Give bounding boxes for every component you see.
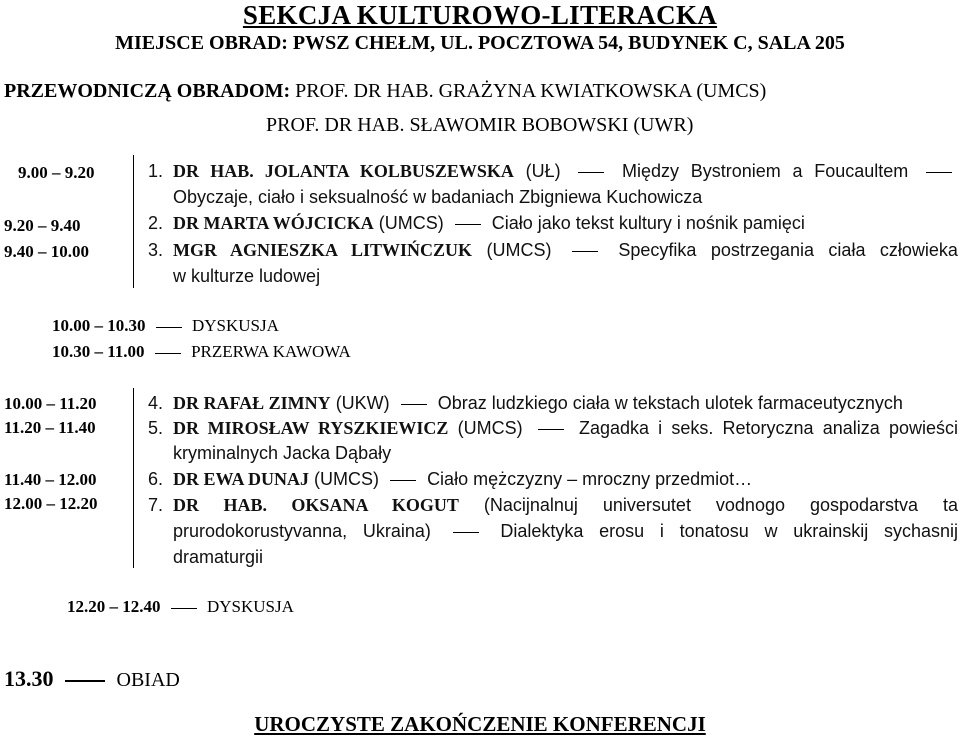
talk-affiliation: (UMCS) — [486, 240, 552, 260]
time-5: 11.20 – 11.40 — [4, 418, 96, 437]
talk-title: Ciało jako tekst kultury i nośnik pamięci — [491, 213, 805, 233]
talk-speaker: DR RAFAŁ ZIMNY — [173, 393, 331, 413]
talk-affiliation: (UMCS) — [457, 418, 523, 438]
talk-affiliation: (UKW) — [335, 393, 390, 413]
block2-divider — [133, 388, 134, 568]
talk-affiliation: (UŁ) — [525, 161, 561, 181]
talk-number: 3. — [148, 240, 164, 260]
time-1: 9.00 – 9.20 — [18, 163, 95, 182]
dash — [171, 608, 197, 609]
talk-affiliation-cont: prurodokorustyvanna, Ukraina) — [173, 521, 431, 541]
talk-affiliation: (Nacijnalnuj universutet vodnogo gospodarstva ta — [483, 495, 958, 515]
dash — [926, 172, 952, 173]
talk-number: 2. — [148, 213, 164, 233]
break-discussion — [52, 316, 279, 336]
break-time: 10.00 – 10.30 — [52, 316, 146, 335]
break-time: 10.30 – 11.00 — [52, 342, 145, 361]
lunch-label: OBIAD — [116, 669, 180, 691]
talk-number: 7. — [148, 495, 164, 515]
talk-number: 5. — [148, 418, 164, 438]
talk-title: Ciało mężczyzny – mroczny przedmiot… — [427, 469, 753, 489]
dash — [453, 532, 479, 533]
section-title: SEKCJA KULTUROWO-LITERACKA — [242, 0, 718, 30]
lunch — [4, 666, 180, 692]
talk-number: 6. — [148, 469, 164, 489]
dash — [65, 680, 105, 682]
talk-title: Specyfika postrzegania ciała człowieka — [618, 240, 958, 260]
talk-speaker: DR HAB. OKSANA KOGUT — [173, 495, 459, 515]
talk-speaker: DR MIROSŁAW RYSZKIEWICZ — [173, 418, 449, 438]
chairs-line — [4, 80, 766, 103]
talk-title: Zagadka i seks. Retoryczna analiza powieści — [578, 418, 958, 438]
talk-speaker: DR MARTA WÓJCICKA — [173, 213, 374, 233]
dash — [390, 480, 416, 481]
talk-speaker: DR EWA DUNAJ — [173, 469, 310, 489]
talk-number: 1. — [148, 161, 164, 181]
dash — [156, 327, 182, 328]
lunch-time: 13.30 — [4, 666, 54, 691]
dash — [578, 172, 604, 173]
talk-affiliation: (UMCS) — [314, 469, 380, 489]
talk-title: Dialektyka erosu i tonatosu w ukrainskij sychasnij — [500, 521, 958, 541]
break-label: DYSKUSJA — [207, 597, 294, 616]
talk-title: Obraz ludzkiego ciała w tekstach ulotek farmaceutycznych — [437, 393, 903, 413]
talk-speaker: DR HAB. JOLANTA KOLBUSZEWSKA — [173, 161, 514, 181]
talk-affiliation: (UMCS) — [378, 213, 444, 233]
venue: MIEJSCE OBRAD: PWSZ CHEŁM, UL. POCZTOWA 54, BUDYNEK C, SALA 205 — [115, 32, 845, 54]
break-label: DYSKUSJA — [192, 316, 279, 335]
break-discussion-2 — [67, 597, 294, 617]
time-7: 12.00 – 12.20 — [4, 494, 98, 513]
dash — [401, 404, 427, 405]
chair-1: PROF. DR HAB. GRAŻYNA KWIATKOWSKA (UMCS) — [295, 80, 767, 102]
dash — [455, 224, 481, 225]
talk-speaker: MGR AGNIESZKA LITWIŃCZUK — [173, 240, 472, 260]
chairs-label: PRZEWODNICZĄ OBRADOM: — [4, 80, 291, 102]
block1-divider — [133, 155, 134, 288]
time-4: 10.00 – 11.20 — [4, 394, 97, 413]
break-label: PRZERWA KAWOWA — [191, 342, 351, 361]
talk-number: 4. — [148, 393, 164, 413]
dash — [572, 251, 598, 252]
dash — [155, 353, 181, 354]
time-3: 9.40 – 10.00 — [4, 242, 89, 261]
break-coffee — [52, 342, 351, 362]
talk-title-cont: dramaturgii — [173, 547, 264, 567]
talk-title-cont: Obyczaje, ciało i seksualność w badaniach Zbigniewa Kuchowicza — [173, 187, 703, 207]
time-2: 9.20 – 9.40 — [4, 216, 81, 235]
chair-2: PROF. DR HAB. SŁAWOMIR BOBOWSKI (UWR) — [266, 114, 694, 136]
talk-title: Między Bystroniem a Foucaultem — [622, 161, 909, 181]
closing-ceremony: UROCZYSTE ZAKOŃCZENIE KONFERENCJI — [254, 712, 706, 736]
talk-title-cont: w kulturze ludowej — [173, 266, 321, 286]
time-6: 11.40 – 12.00 — [4, 470, 97, 489]
talk-title-cont: kryminalnych Jacka Dąbały — [173, 443, 392, 463]
dash — [538, 429, 564, 430]
break-time: 12.20 – 12.40 — [67, 597, 161, 616]
